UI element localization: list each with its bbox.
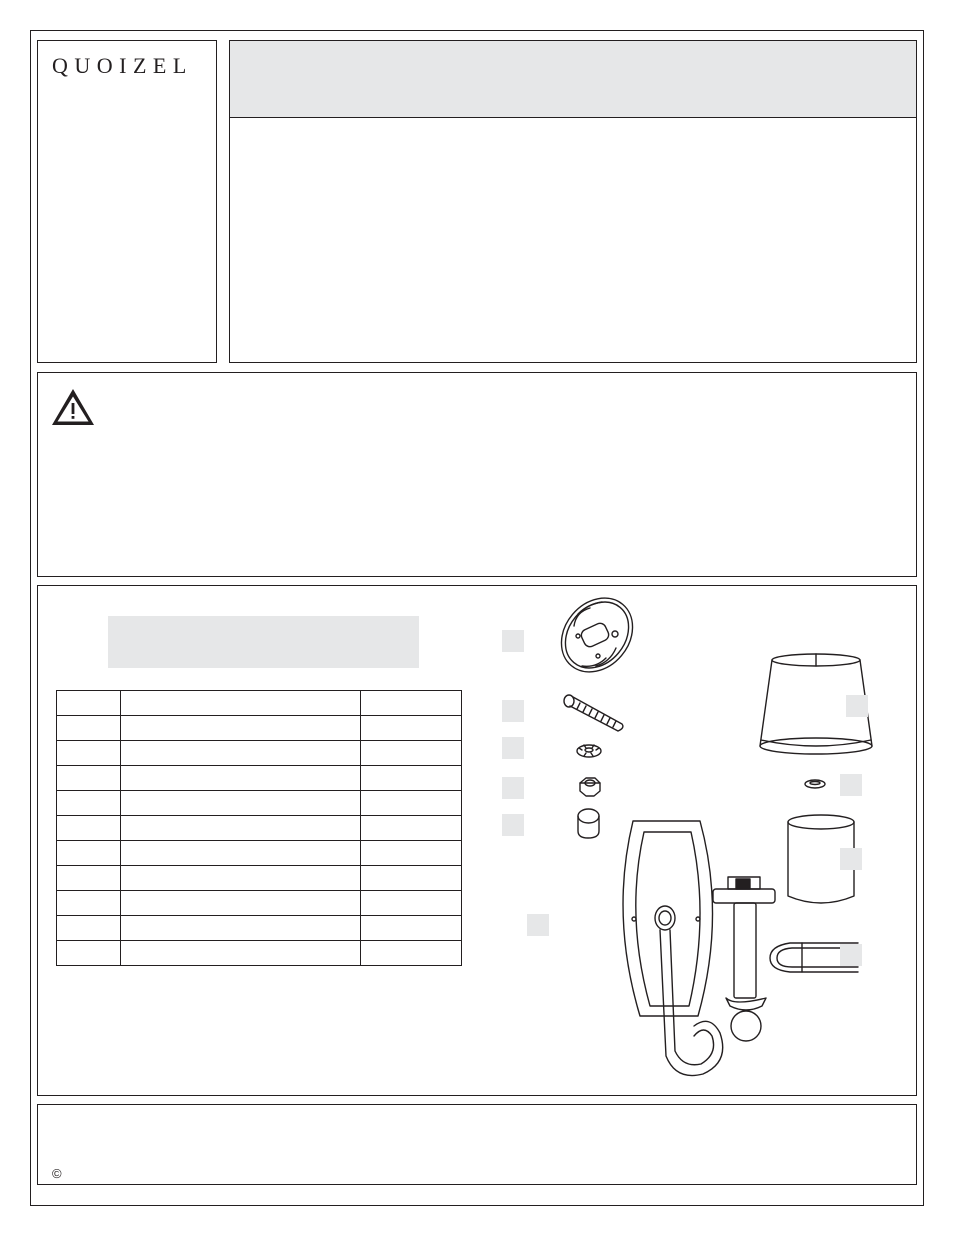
table-cell xyxy=(361,691,462,716)
table-cell xyxy=(57,766,121,791)
table-cell xyxy=(121,866,361,891)
footer-panel xyxy=(37,1104,917,1185)
table-cell xyxy=(121,691,361,716)
table-row xyxy=(57,891,462,916)
table-cell xyxy=(121,916,361,941)
callout-tag xyxy=(502,814,524,836)
table-row xyxy=(57,866,462,891)
table-cell xyxy=(57,866,121,891)
table-cell xyxy=(361,941,462,966)
parts-panel xyxy=(37,585,917,1096)
table-row xyxy=(57,741,462,766)
table-cell xyxy=(121,791,361,816)
hex-nut-drawing xyxy=(580,778,600,796)
callout-tag xyxy=(527,914,549,936)
crossbar-plate-drawing xyxy=(547,586,647,686)
table-row xyxy=(57,916,462,941)
table-row xyxy=(57,791,462,816)
table-cell xyxy=(57,741,121,766)
brand-logo: QUOIZEL xyxy=(52,53,193,78)
copyright-symbol: © xyxy=(52,1166,62,1181)
table-cell xyxy=(361,816,462,841)
table-cell xyxy=(121,741,361,766)
table-cell xyxy=(57,941,121,966)
screw-drawing xyxy=(564,695,623,731)
callout-tag xyxy=(840,848,862,870)
table-row xyxy=(57,841,462,866)
parts-table xyxy=(56,690,462,966)
table-cell xyxy=(361,841,462,866)
table-cell xyxy=(57,916,121,941)
table-cell xyxy=(361,916,462,941)
table-cell xyxy=(57,891,121,916)
callout-tag xyxy=(846,695,868,717)
logo-panel xyxy=(37,40,217,363)
warning-panel xyxy=(37,372,917,577)
title-band xyxy=(230,41,916,118)
table-cell xyxy=(361,741,462,766)
table-cell xyxy=(121,716,361,741)
table-cell xyxy=(121,941,361,966)
table-row xyxy=(57,766,462,791)
table-cell xyxy=(57,691,121,716)
table-cell xyxy=(361,791,462,816)
callout-tag xyxy=(502,737,524,759)
callout-tag xyxy=(502,777,524,799)
table-cell xyxy=(361,766,462,791)
table-cell xyxy=(361,716,462,741)
table-cell xyxy=(121,841,361,866)
title-panel xyxy=(229,40,917,363)
table-cell xyxy=(121,816,361,841)
washer-drawing xyxy=(577,745,601,757)
table-cell xyxy=(361,866,462,891)
table-cell xyxy=(361,891,462,916)
copyright-notice xyxy=(52,1167,62,1180)
table-row xyxy=(57,816,462,841)
socket-column-drawing xyxy=(713,877,775,1041)
table-cell xyxy=(57,716,121,741)
cap-drawing xyxy=(578,809,599,838)
callout-tag xyxy=(502,700,524,722)
table-row xyxy=(57,716,462,741)
table-cell xyxy=(121,766,361,791)
callout-tag xyxy=(840,944,862,966)
table-row xyxy=(57,941,462,966)
backplate-drawing xyxy=(623,821,712,1016)
table-cell xyxy=(57,841,121,866)
warning-triangle-icon xyxy=(50,387,96,427)
table-cell xyxy=(57,816,121,841)
ring-drawing xyxy=(805,780,825,788)
callout-tag xyxy=(840,774,862,796)
fixture-exploded-drawing xyxy=(498,586,916,1095)
table-cell xyxy=(121,891,361,916)
callout-tag xyxy=(502,630,524,652)
table-cell xyxy=(57,791,121,816)
table-row xyxy=(57,691,462,716)
parts-heading-band xyxy=(108,616,419,668)
